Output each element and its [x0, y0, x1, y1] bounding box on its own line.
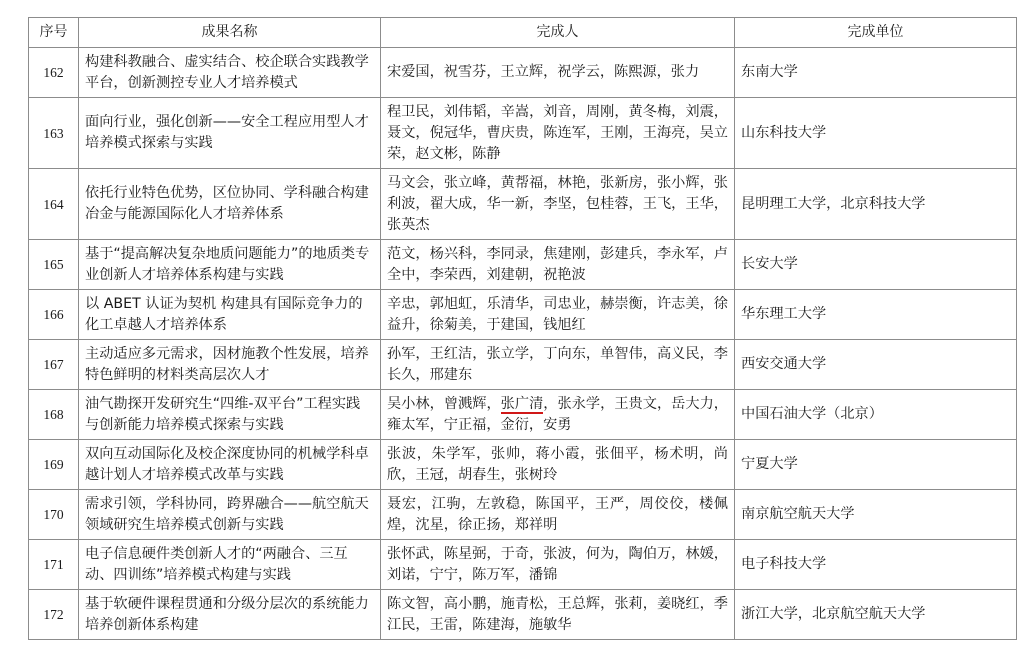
contributors: 聂宏，江驹，左敦稳，陈国平，王严，周佼佼，楼佩煌，沈星，徐正扬，郑祥明 — [381, 490, 735, 540]
table-row — [29, 169, 1017, 240]
achievement-name: 基于软硬件课程贯通和分级分层次的系统能力培养创新体系构建 — [79, 590, 381, 640]
contributors: 张怀武，陈星弼，于奇，张波，何为，陶伯万，林媛，刘诺，宁宁，陈万军，潘锦 — [381, 540, 735, 590]
achievement-name: 依托行业特色优势，区位协同、学科融合构建冶金与能源国际化人才培养体系 — [79, 169, 381, 240]
row-number: 170 — [29, 490, 79, 540]
achievement-name: 以 ABET 认证为契机 构建具有国际竞争力的化工卓越人才培养体系 — [79, 290, 381, 340]
table-row — [29, 240, 1017, 290]
header-name: 成果名称 — [79, 18, 381, 48]
table-row — [29, 98, 1017, 169]
row-number: 172 — [29, 590, 79, 640]
achievement-name: 油气勘探开发研究生“四维-双平台”工程实践与创新能力培养模式探索与实践 — [79, 390, 381, 440]
achievement-name: 电子信息硬件类创新人才的“两融合、三互动、四训练”培养模式构建与实践 — [79, 540, 381, 590]
contributors-before-mark: 吴小林，曾溅辉， — [387, 395, 501, 412]
table-header-row — [29, 18, 1017, 48]
table-row — [29, 48, 1017, 98]
contributors: 孙军，王红洁，张立学，丁向东，单智伟，高义民，李长久，邢建东 — [381, 340, 735, 390]
row-number: 163 — [29, 98, 79, 169]
contributors-after-mark: ，张永学，王贵文，岳大力，雍太军，宁正福，金衍，安勇 — [387, 395, 728, 433]
achievement-name: 基于“提高解决复杂地质问题能力”的地质类专业创新人才培养体系构建与实践 — [79, 240, 381, 290]
contributors: 宋爱国，祝雪芬，王立辉，祝学云，陈熙源，张力 — [381, 48, 735, 98]
contributors — [381, 390, 735, 440]
institution: 长安大学 — [735, 240, 1017, 290]
header-no: 序号 — [29, 18, 79, 48]
table-row — [29, 590, 1017, 640]
institution: 西安交通大学 — [735, 340, 1017, 390]
table-row — [29, 540, 1017, 590]
header-people: 完成人 — [381, 18, 735, 48]
table-row — [29, 290, 1017, 340]
achievement-name: 需求引领，学科协同，跨界融合——航空航天领域研究生培养模式创新与实践 — [79, 490, 381, 540]
row-number: 169 — [29, 440, 79, 490]
row-number: 168 — [29, 390, 79, 440]
row-number: 165 — [29, 240, 79, 290]
row-number: 171 — [29, 540, 79, 590]
table-row — [29, 440, 1017, 490]
contributors: 范文，杨兴科，李同录，焦建刚，彭建兵，李永军，卢全中，李荣西，刘建朝，祝艳波 — [381, 240, 735, 290]
contributors: 陈文智，高小鹏，施青松，王总辉，张莉，姜晓红，季江民，王雷，陈建海，施敏华 — [381, 590, 735, 640]
achievement-name: 面向行业，强化创新——安全工程应用型人才培养模式探索与实践 — [79, 98, 381, 169]
institution: 浙江大学，北京航空航天大学 — [735, 590, 1017, 640]
row-number: 167 — [29, 340, 79, 390]
institution: 山东科技大学 — [735, 98, 1017, 169]
contributors: 程卫民，刘伟韬，辛嵩，刘音，周刚，黄冬梅，刘震，聂文，倪冠华，曹庆贵，陈连军，王刚，王海亮，吴立荣，赵文彬，陈静 — [381, 98, 735, 169]
underlined-name: 张广清 — [500, 395, 544, 412]
institution: 中国石油大学（北京） — [735, 390, 1017, 440]
institution: 昆明理工大学，北京科技大学 — [735, 169, 1017, 240]
institution: 华东理工大学 — [735, 290, 1017, 340]
row-number: 164 — [29, 169, 79, 240]
institution: 宁夏大学 — [735, 440, 1017, 490]
achievements-table — [28, 17, 1017, 640]
achievement-name: 构建科教融合、虚实结合、校企联合实践教学平台，创新测控专业人才培养模式 — [79, 48, 381, 98]
row-number: 166 — [29, 290, 79, 340]
institution: 东南大学 — [735, 48, 1017, 98]
contributors: 马文会，张立峰，黄帮福，林艳，张新房，张小辉，张利波，翟大成，华一新，李坚，包桂蓉，王飞，王华，张英杰 — [381, 169, 735, 240]
header-unit: 完成单位 — [735, 18, 1017, 48]
achievement-name: 双向互动国际化及校企深度协同的机械学科卓越计划人才培养模式改革与实践 — [79, 440, 381, 490]
contributors: 张波，朱学军，张帅，蒋小霞，张佃平，杨术明，尚欣，王冠，胡春生，张树玲 — [381, 440, 735, 490]
contributors: 辛忠，郭旭虹，乐清华，司忠业，赫崇衡，许志美，徐益升，徐菊美，于建国，钱旭红 — [381, 290, 735, 340]
achievement-name: 主动适应多元需求，因材施教个性发展，培养特色鲜明的材料类高层次人才 — [79, 340, 381, 390]
table-row — [29, 390, 1017, 440]
row-number: 162 — [29, 48, 79, 98]
institution: 电子科技大学 — [735, 540, 1017, 590]
table-row — [29, 340, 1017, 390]
table-row — [29, 490, 1017, 540]
institution: 南京航空航天大学 — [735, 490, 1017, 540]
